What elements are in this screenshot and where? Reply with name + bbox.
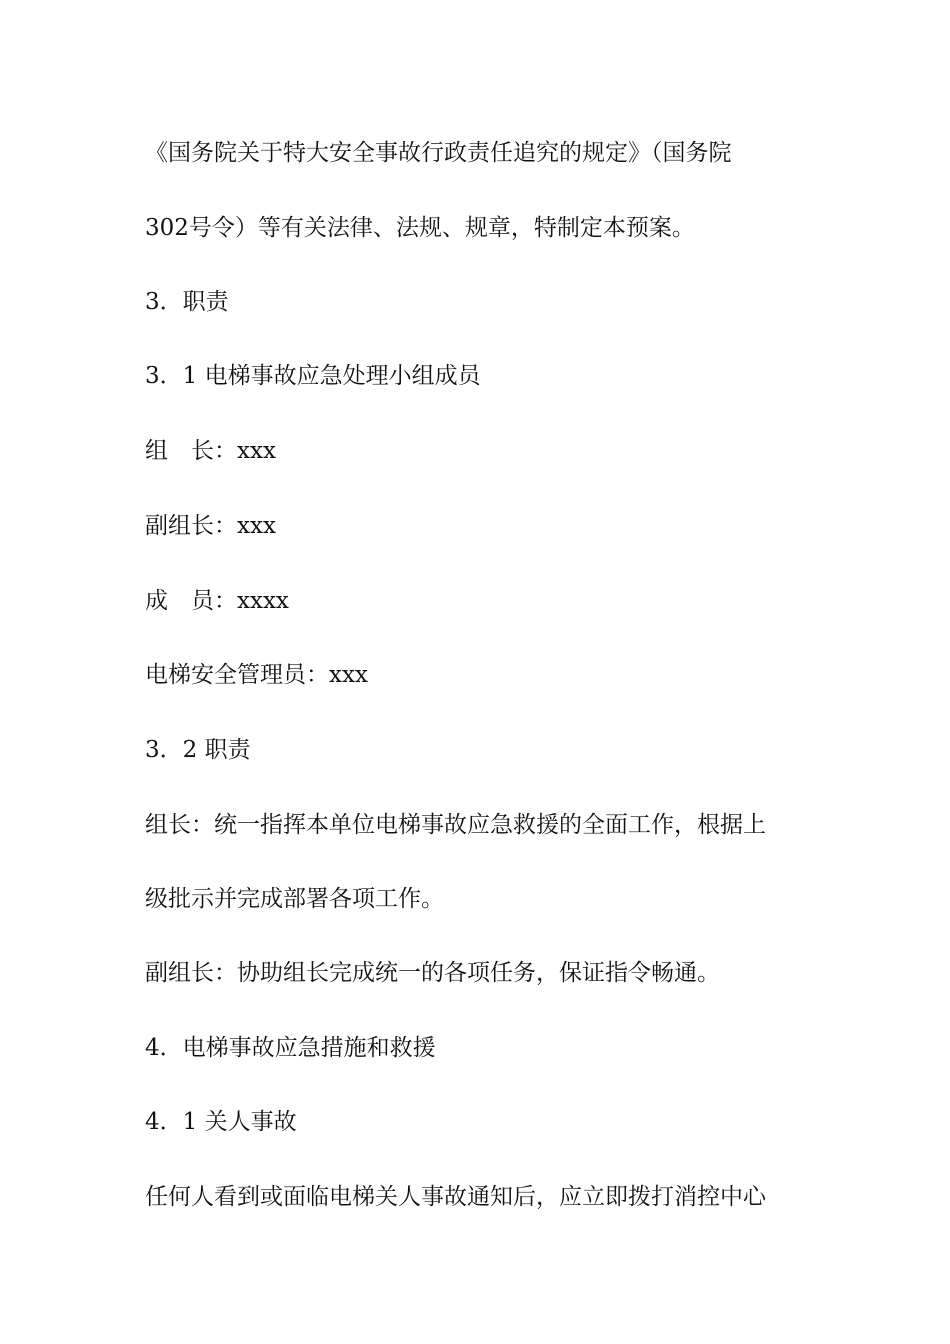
- member-entry: 成 员：xxxx: [145, 588, 289, 614]
- section-heading: 3．职责: [145, 289, 229, 315]
- paragraph-line: 任何人看到或面临电梯关人事故通知后，应立即拨打消控中心: [145, 1184, 766, 1210]
- member-entry: 组 长：xxx: [145, 438, 276, 464]
- paragraph-line: 《国务院关于特大安全事故行政责任追究的规定》（国务院: [145, 140, 732, 166]
- paragraph-line: 级批示并完成部署各项工作。: [145, 886, 444, 912]
- paragraph-line: 302号令）等有关法律、法规、规章，特制定本预案。: [145, 215, 695, 241]
- paragraph-line: 副组长：协助组长完成统一的各项任务，保证指令畅通。: [145, 960, 720, 986]
- subsection-heading: 3．2 职责: [145, 737, 251, 763]
- member-entry: 副组长：xxx: [145, 513, 276, 539]
- member-entry: 电梯安全管理员：xxx: [145, 662, 368, 688]
- subsection-heading: 3．1 电梯事故应急处理小组成员: [145, 363, 481, 389]
- subsection-heading: 4．1 关人事故: [145, 1109, 297, 1135]
- section-heading: 4．电梯事故应急措施和救援: [145, 1035, 436, 1061]
- paragraph-line: 组长：统一指挥本单位电梯事故应急救援的全面工作，根据上: [145, 812, 766, 838]
